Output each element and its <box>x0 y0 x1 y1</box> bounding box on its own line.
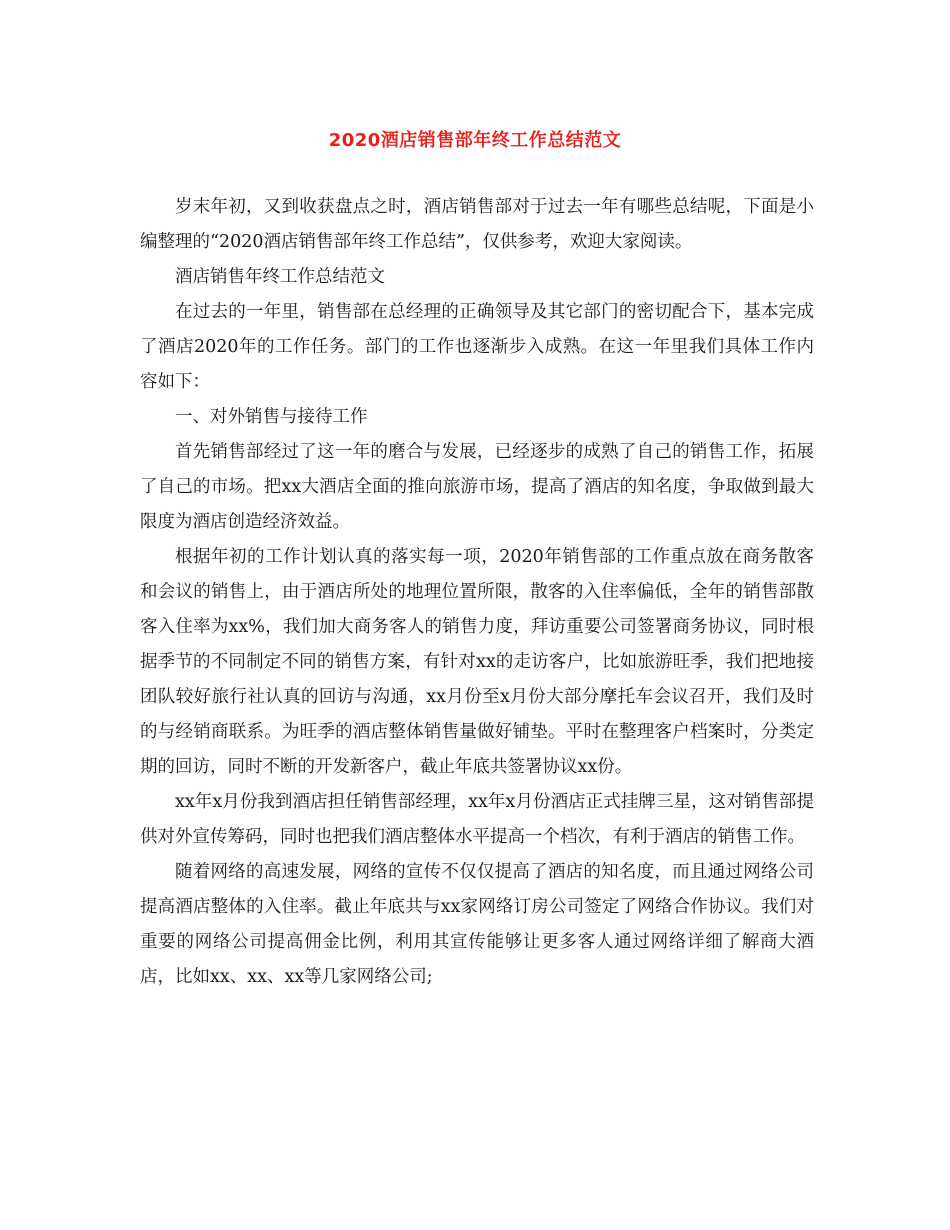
section-heading-sales: 一、对外销售与接待工作 <box>175 407 368 427</box>
document-title: 2020酒店销售部年终工作总结范文 <box>328 130 622 151</box>
paragraph-overview: 在过去的一年里，销售部在总经理的正确领导及其它部门的密切配合下，基本完成了酒店2020年的工作任务。部门的工作也逐渐步入成熟。在这一年里我们具体工作内容如下： <box>140 302 814 392</box>
paragraph-plan: 根据年初的工作计划认真的落实每一项，2020年销售部的工作重点放在商务散客和会议的销售上，由于酒店所处的地理位置所限，散客的入住率偏低，全年的销售部散客入住率为xx%，我们加大商务客人的销售力度，拜访重要公司签署商务协议，同时根据季节的不同制定不同的销售方案，有针对xx的走访客户，比如旅游旺季，我们把地接团队较好旅行社认真的回访与沟通，xx月份至x月份大部分摩托车会议召开，我们及时的与经销商联系。为旺季的酒店整体销售量做好铺垫。平时在整理客户档案时，分类定期的回访，同时不断的开发新客户，截止年底共签署协议xx份。 <box>140 547 814 777</box>
paragraph-subtitle: 酒店销售年终工作总结范文 <box>175 267 385 287</box>
paragraph-intro: 岁末年初，又到收获盘点之时，酒店销售部对于过去一年有哪些总结呢，下面是小编整理的“2020酒店销售部年终工作总结”，仅供参考，欢迎大家阅读。 <box>140 197 814 252</box>
paragraph-market: 首先销售部经过了这一年的磨合与发展，已经逐步的成熟了自己的销售工作，拓展了自己的市场。把xx大酒店全面的推向旅游市场，提高了酒店的知名度，争取做到最大限度为酒店创造经济效益。 <box>140 442 814 532</box>
paragraph-network: 随着网络的高速发展，网络的宣传不仅仅提高了酒店的知名度，而且通过网络公司提高酒店整体的入住率。截止年底共与xx家网络订房公司签定了网络合作协议。我们对重要的网络公司提高佣金比例，利用其宣传能够让更多客人通过网络详细了解商大酒店，比如xx、xx、xx等几家网络公司; <box>140 862 814 987</box>
paragraph-manager: xx年x月份我到酒店担任销售部经理，xx年x月份酒店正式挂牌三星，这对销售部提供对外宣传筹码，同时也把我们酒店整体水平提高一个档次，有利于酒店的销售工作。 <box>140 792 814 847</box>
document-body <box>140 190 814 995</box>
